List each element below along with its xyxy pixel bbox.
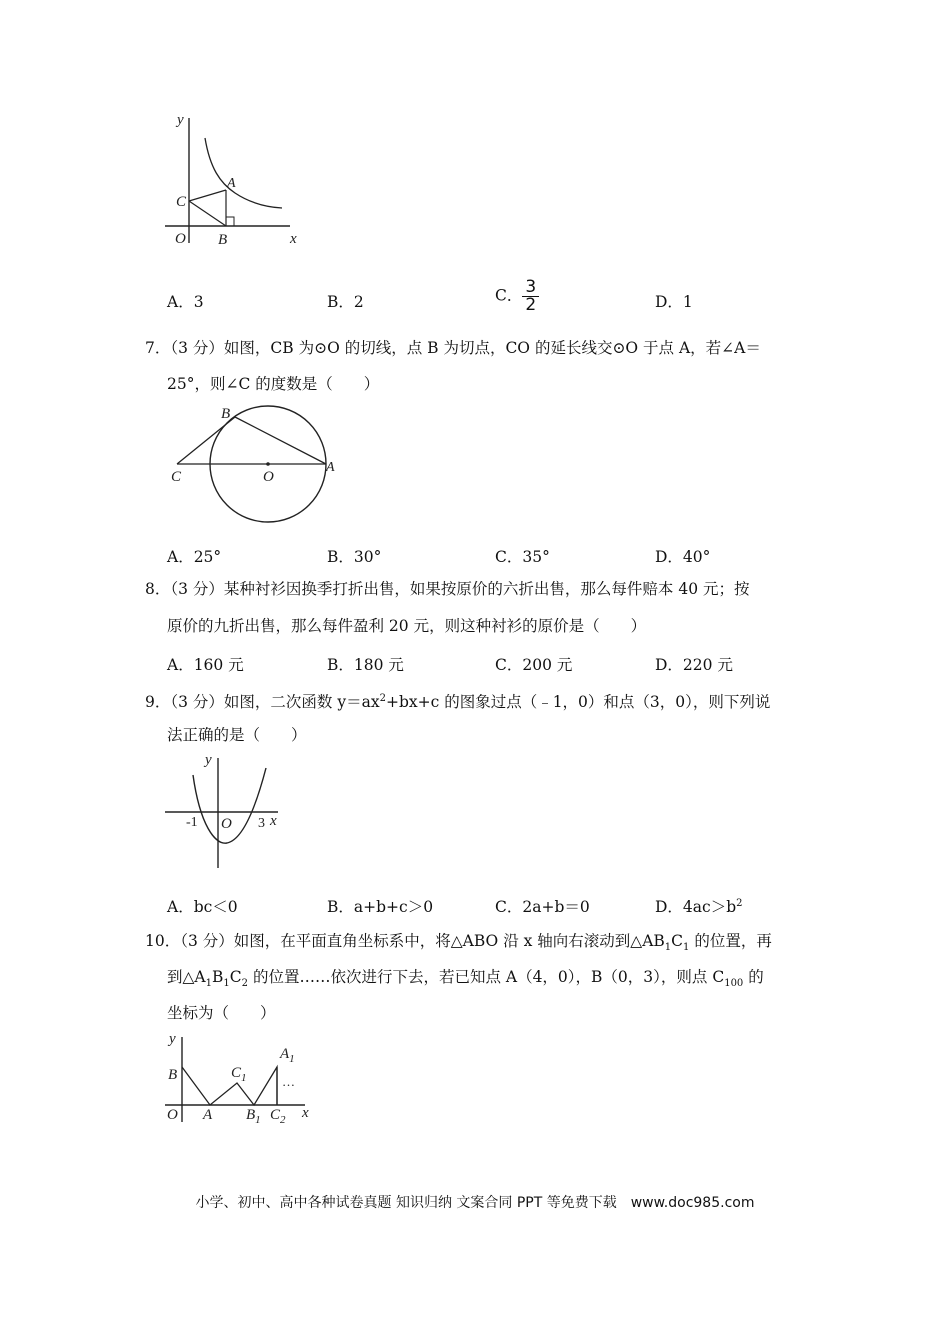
label-y: y [177, 112, 184, 128]
q7-option-c: C．35° [495, 548, 550, 566]
q8-option-a: A．160 元 [167, 656, 244, 674]
q7-option-a: A．25° [167, 548, 222, 566]
q8-option-c: C．200 元 [495, 656, 573, 674]
label-b: B [168, 1067, 178, 1083]
label-c1: $C_1$ [231, 1065, 247, 1084]
label-dots: … [282, 1074, 295, 1089]
q6-option-b: B．2 [327, 293, 364, 311]
label-a: A [203, 1107, 213, 1123]
q10-question-line1: 10．（3 分）如图，在平面直角坐标系中，将△ABO 沿 x 轴向右滚动到$\triangle AB_1C_1$ 的位置，再 [145, 932, 772, 954]
q9-option-b: B．a+b+c＞0 [327, 898, 434, 916]
label-3: 3 [258, 816, 265, 831]
label-c: C [176, 194, 187, 210]
label-x: x [302, 1105, 309, 1121]
label-o: O [167, 1107, 178, 1123]
q7-figure [165, 400, 350, 535]
label-a1: $A_1$ [280, 1046, 295, 1065]
label-o: O [175, 231, 186, 247]
q6-option-c [495, 279, 539, 314]
q9-option-d: D．$4ac>b^2$ [655, 897, 743, 916]
q8-option-d: D．220 元 [655, 656, 733, 674]
q6-option-a: A．3 [167, 293, 204, 311]
label-y: y [169, 1031, 176, 1047]
label-b: B [221, 406, 231, 422]
center-dot [266, 462, 270, 466]
q9-figure [160, 750, 295, 875]
label-o: O [221, 816, 232, 832]
q10-question-line3: 坐标为（ ） [167, 1004, 276, 1022]
q7-question-line1: 7．（3 分）如图，CB 为⊙O 的切线，点 B 为切点，CO 的延长线交⊙O 于点 A，若∠A＝ [145, 339, 761, 357]
label-x: x [270, 813, 277, 829]
q10-figure [160, 1025, 325, 1125]
label-a: A [227, 176, 236, 191]
q6-option-c-prefix: C． [495, 286, 523, 305]
label-y: y [205, 752, 212, 768]
label-neg1: -1 [186, 815, 198, 830]
fraction: $\frac{3}{2}$ [522, 279, 539, 314]
segment-ba [235, 417, 326, 464]
right-angle-mark [226, 217, 234, 226]
q9-question-line2: 法正确的是（ ） [167, 726, 307, 744]
label-b1: $B_1$ [246, 1107, 261, 1125]
label-b: B [218, 232, 228, 248]
q10-question-line2: 到$\triangle A_1B_1C_2$ 的位置……依次进行下去，若已知点 A（4，0），B（0，3），则点 $C_{100}$ 的 [167, 968, 764, 990]
page-footer: 小学、初中、高中各种试卷真题 知识归纳 文案合同 PPT 等免费下载 www.doc985.com [195, 1195, 755, 1211]
label-a: A [326, 460, 335, 475]
q6-option-d: D．1 [655, 293, 693, 311]
q7-question-line2: 25°，则∠C 的度数是（ ） [167, 375, 380, 393]
tangent-cb [177, 417, 235, 464]
label-c: C [171, 469, 182, 485]
q8-question-line1: 8．（3 分）某种衬衫因换季打折出售，如果按原价的六折出售，那么每件赔本 40 元；按 [145, 580, 750, 598]
label-c2: $C_2$ [270, 1107, 286, 1125]
label-x: x [290, 231, 297, 247]
q9-question-line1: 9．（3 分）如图，二次函数 $y=ax^2+bx+c$ 的图象过点（﹣1，0）和点（3，0），则下列说 [145, 693, 771, 712]
segment-cb [189, 201, 226, 226]
q6-figure [160, 108, 310, 253]
hyperbola-curve [205, 138, 282, 208]
q9-option-c: C．2a+b＝0 [495, 898, 590, 916]
label-o: O [263, 469, 274, 485]
q8-option-b: B．180 元 [327, 656, 404, 674]
q7-option-b: B．30° [327, 548, 382, 566]
rolling-triangles-path [182, 1067, 277, 1105]
q8-question-line2: 原价的九折出售，那么每件盈利 20 元，则这种衬衫的原价是（ ） [167, 617, 647, 635]
segment-ca [189, 190, 226, 201]
q7-option-d: D．40° [655, 548, 711, 566]
q9-option-a: A．bc＜0 [167, 898, 238, 916]
